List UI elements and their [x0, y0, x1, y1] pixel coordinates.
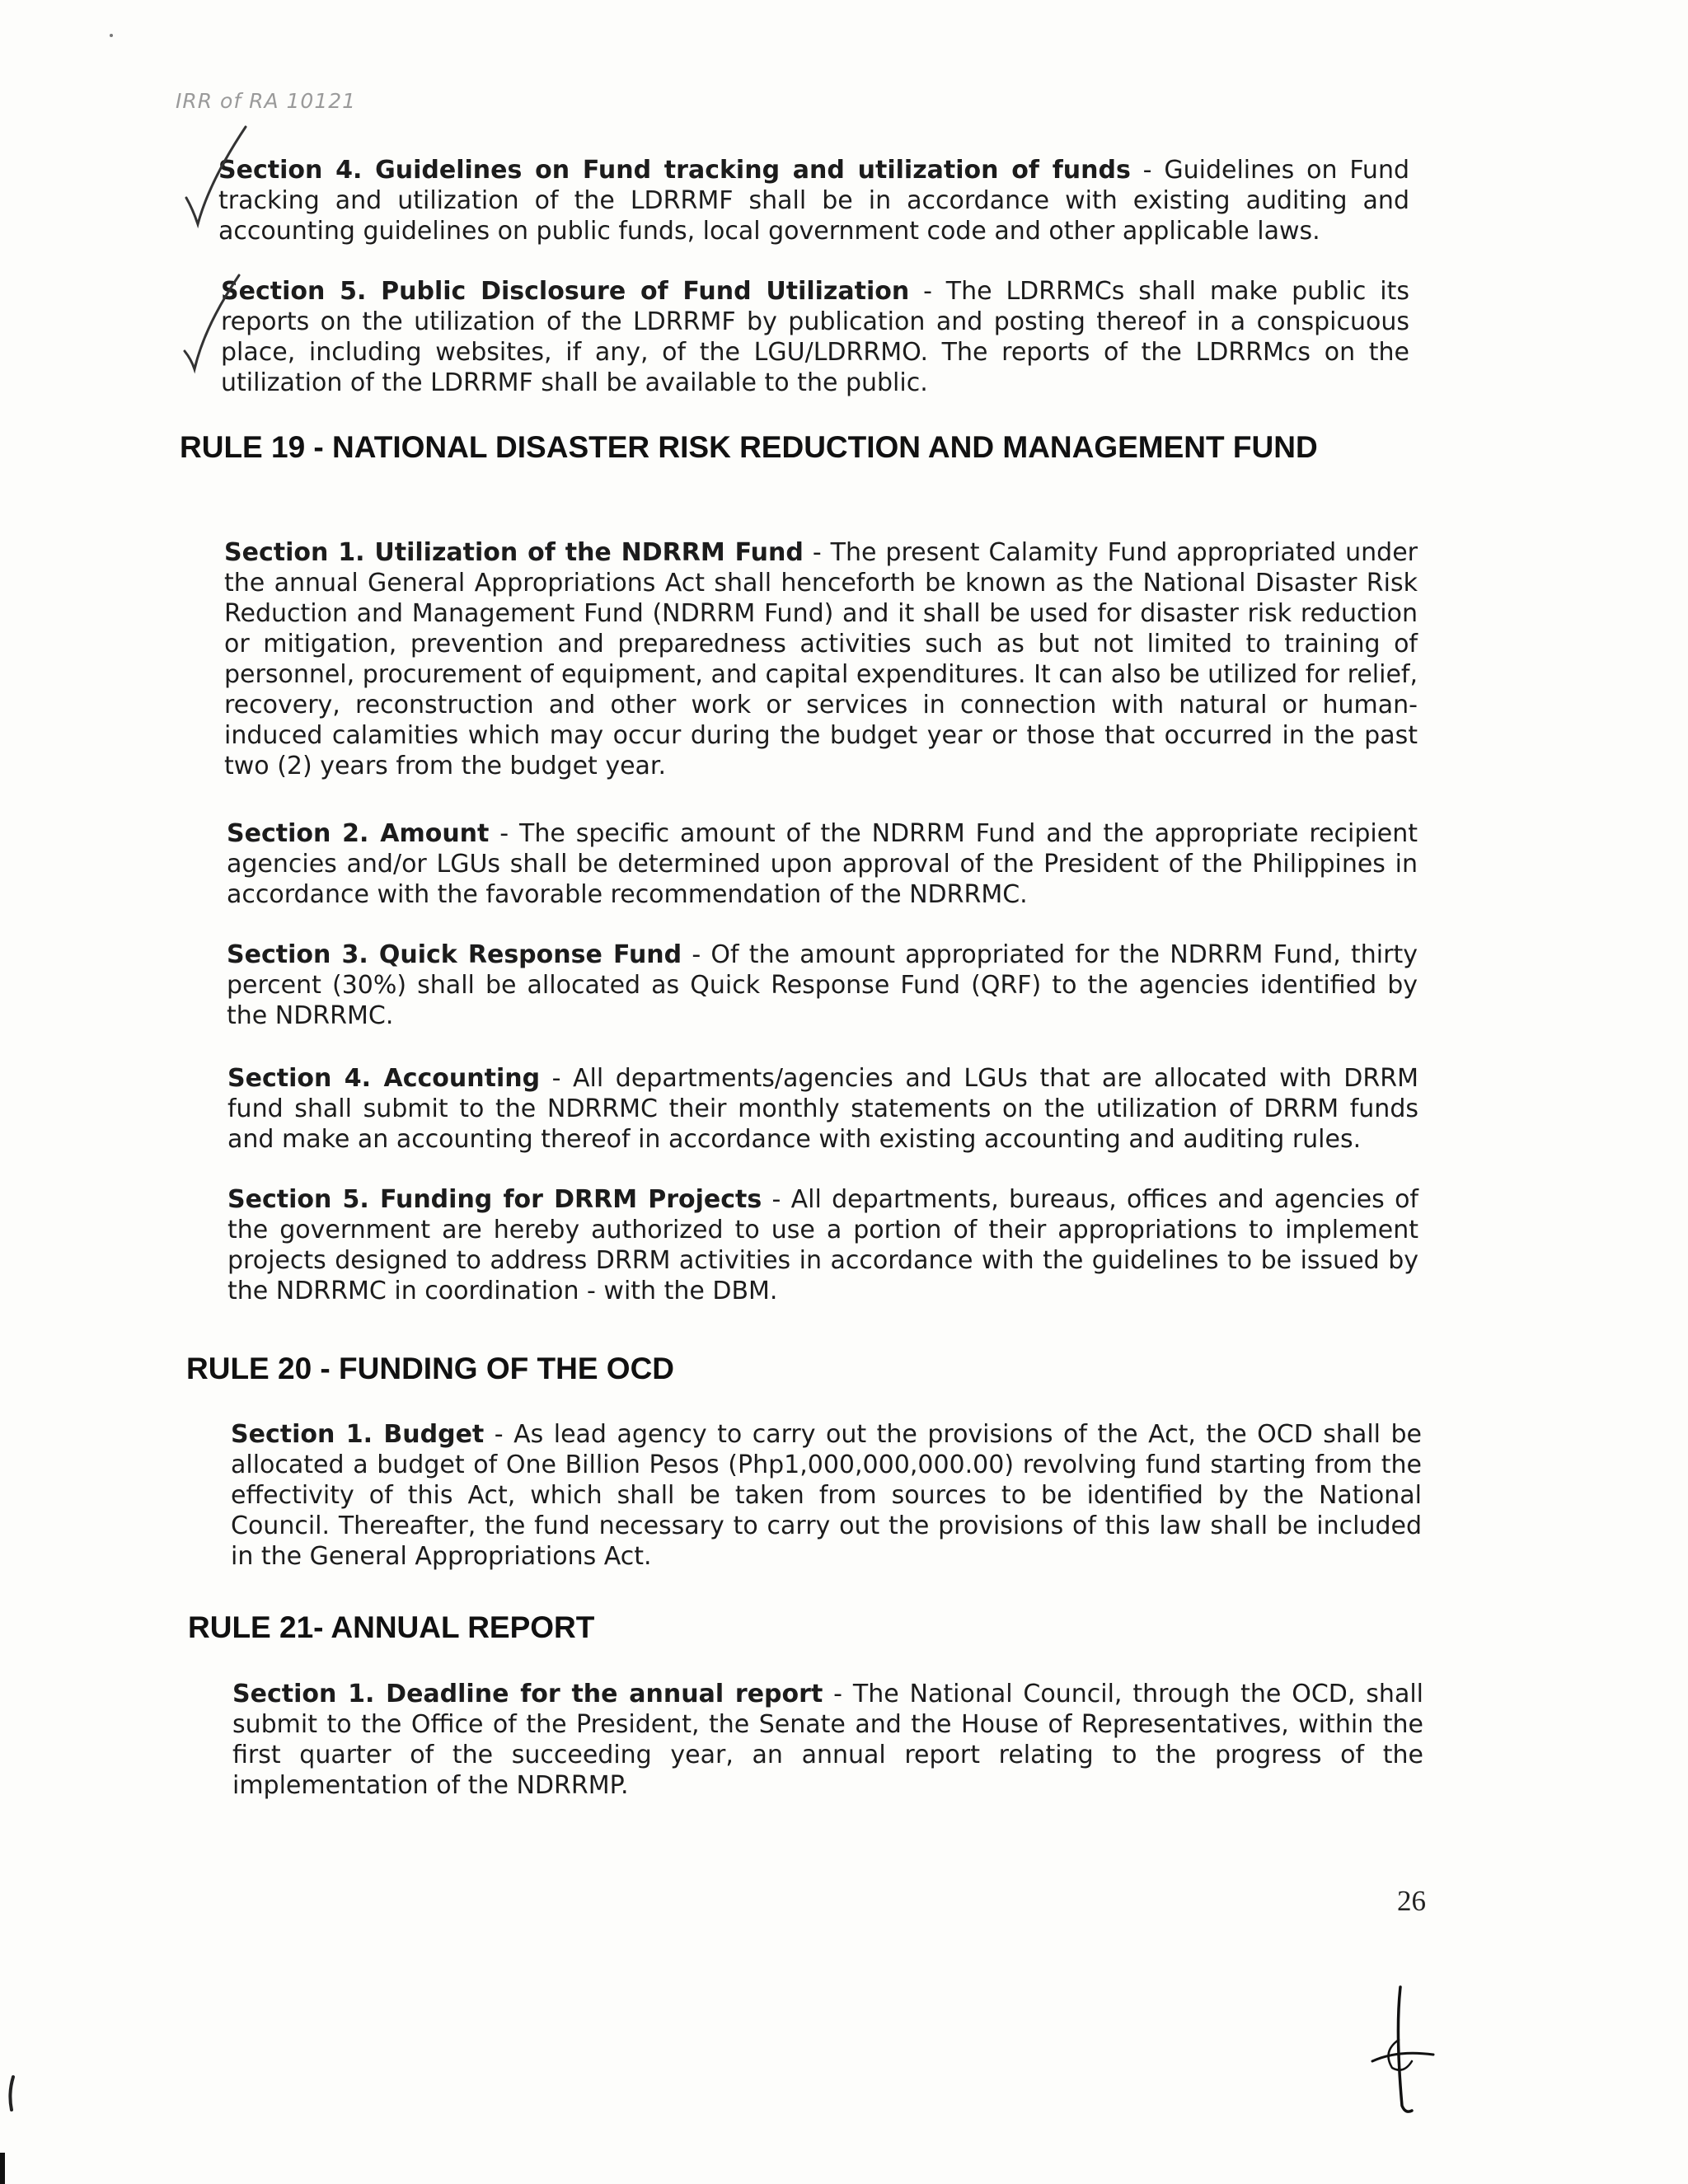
- section-body: - As lead agency to carry out the provisions of the Act, the OCD shall be allocated a budget of One Billion Pesos (Php1,000,000,000.00) revolving fund starting from the effectivity of this Act, which shall be taken from sources to be identified by the National Council. Thereafter, the fund necessary to carry out the provisions of this law shall be included in the General Appropriations Act.: [231, 1420, 1422, 1571]
- scan-mark-icon: [0, 2060, 25, 2184]
- section-title: Section 1. Budget: [231, 1420, 485, 1449]
- section-body: - Guidelines on Fund tracking and utilization of the LDRRMF shall be in accordance with existing auditing and accounting guidelines on public funds, local government code and other applicable laws.: [218, 156, 1410, 246]
- scan-dot-icon: [107, 31, 115, 40]
- rule-20-section-1: [231, 1419, 1422, 1572]
- page-number: 26: [1397, 1885, 1426, 1917]
- rule-21-heading: RULE 21- ANNUAL REPORT: [188, 1610, 595, 1644]
- section-body: - All departments/agencies and LGUs that are allocated with DRRM fund shall submit to the NDRRMC their monthly statements on the utilization of DRRM funds and make an accounting thereof in accordance with existing accounting and auditing rules.: [227, 1064, 1418, 1154]
- section-title: Section 1. Utilization of the NDRRM Fund: [224, 538, 804, 567]
- checkmark-icon: [180, 272, 254, 375]
- rule-19-section-5: [227, 1184, 1418, 1306]
- section-body: - Of the amount appropriated for the NDRRM Fund, thirty percent (30%) shall be allocated as Quick Response Fund (QRF) to the agencies identified by the NDRRMC.: [227, 940, 1418, 1030]
- section-body: - The National Council, through the OCD, shall submit to the Office of the President, the Senate and the House of Representatives, within the first quarter of the succeeding year, an annual report relating to the progress of the implementation of the NDRRMP.: [232, 1680, 1423, 1800]
- section-body: - The present Calamity Fund appropriated under the annual General Appropriations Act shall henceforth be known as the National Disaster Risk Reduction and Management Fund (NDRRM Fund) and it shall be used for disaster risk reduction or mitigation, prevention and preparedness activities such as but not limited to training of personnel, procurement of equipment, and capital expenditures. It can also be utilized for relief, recovery, reconstruction and other work or services in connection with natural or human-induced calamities which may occur during the budget year or those that occurred in the past two (2) years from the budget year.: [224, 538, 1418, 780]
- rule-21-section-1: [232, 1679, 1423, 1801]
- running-header: IRR of RA 10121: [176, 89, 357, 113]
- handwritten-initial-icon: [1364, 1982, 1442, 2118]
- section-title: Section 4. Guidelines on Fund tracking and utilization of funds: [218, 156, 1131, 185]
- section-4-fund-tracking: [218, 155, 1409, 246]
- section-title: Section 2. Amount: [227, 819, 490, 848]
- section-title: Section 1. Deadline for the annual report: [232, 1680, 823, 1708]
- section-body: - All departments, bureaus, offices and agencies of the government are hereby authorized to use a portion of their appropriations to implement projects designed to address DRRM activities in accordance with the guidelines to be issued by the NDRRMC in coordination - with the DBM.: [227, 1185, 1418, 1305]
- section-title: Section 5. Public Disclosure of Fund Utilization: [221, 277, 910, 306]
- rule-19-section-1: [224, 537, 1418, 781]
- section-body: - The LDRRMCs shall make public its reports on the utilization of the LDRRMF by publication and posting thereof in a conspicuous place, including websites, if any, of the LGU/LDRRMO. The reports of the LDRRMcs on the utilization of the LDRRMF shall be available to the public.: [221, 277, 1409, 397]
- rule-20-heading: RULE 20 - FUNDING OF THE OCD: [186, 1352, 675, 1385]
- section-title: Section 4. Accounting: [227, 1064, 541, 1093]
- section-body: - The specific amount of the NDRRM Fund and the appropriate recipient agencies and/or LGUs shall be determined upon approval of the President of the Philippines in accordance with the favorable recommendation of the NDRRMC.: [227, 819, 1418, 909]
- rule-19-section-4: [227, 1063, 1418, 1155]
- rule-19-section-2: [227, 818, 1418, 910]
- section-title: Section 5. Funding for DRRM Projects: [227, 1185, 762, 1214]
- rule-19-heading: RULE 19 - NATIONAL DISASTER RISK REDUCTION AND MANAGEMENT FUND: [180, 430, 1318, 464]
- checkmark-icon: [181, 124, 256, 239]
- section-title: Section 3. Quick Response Fund: [227, 940, 682, 969]
- section-5-public-disclosure: [221, 276, 1409, 398]
- rule-19-section-3: [227, 940, 1418, 1031]
